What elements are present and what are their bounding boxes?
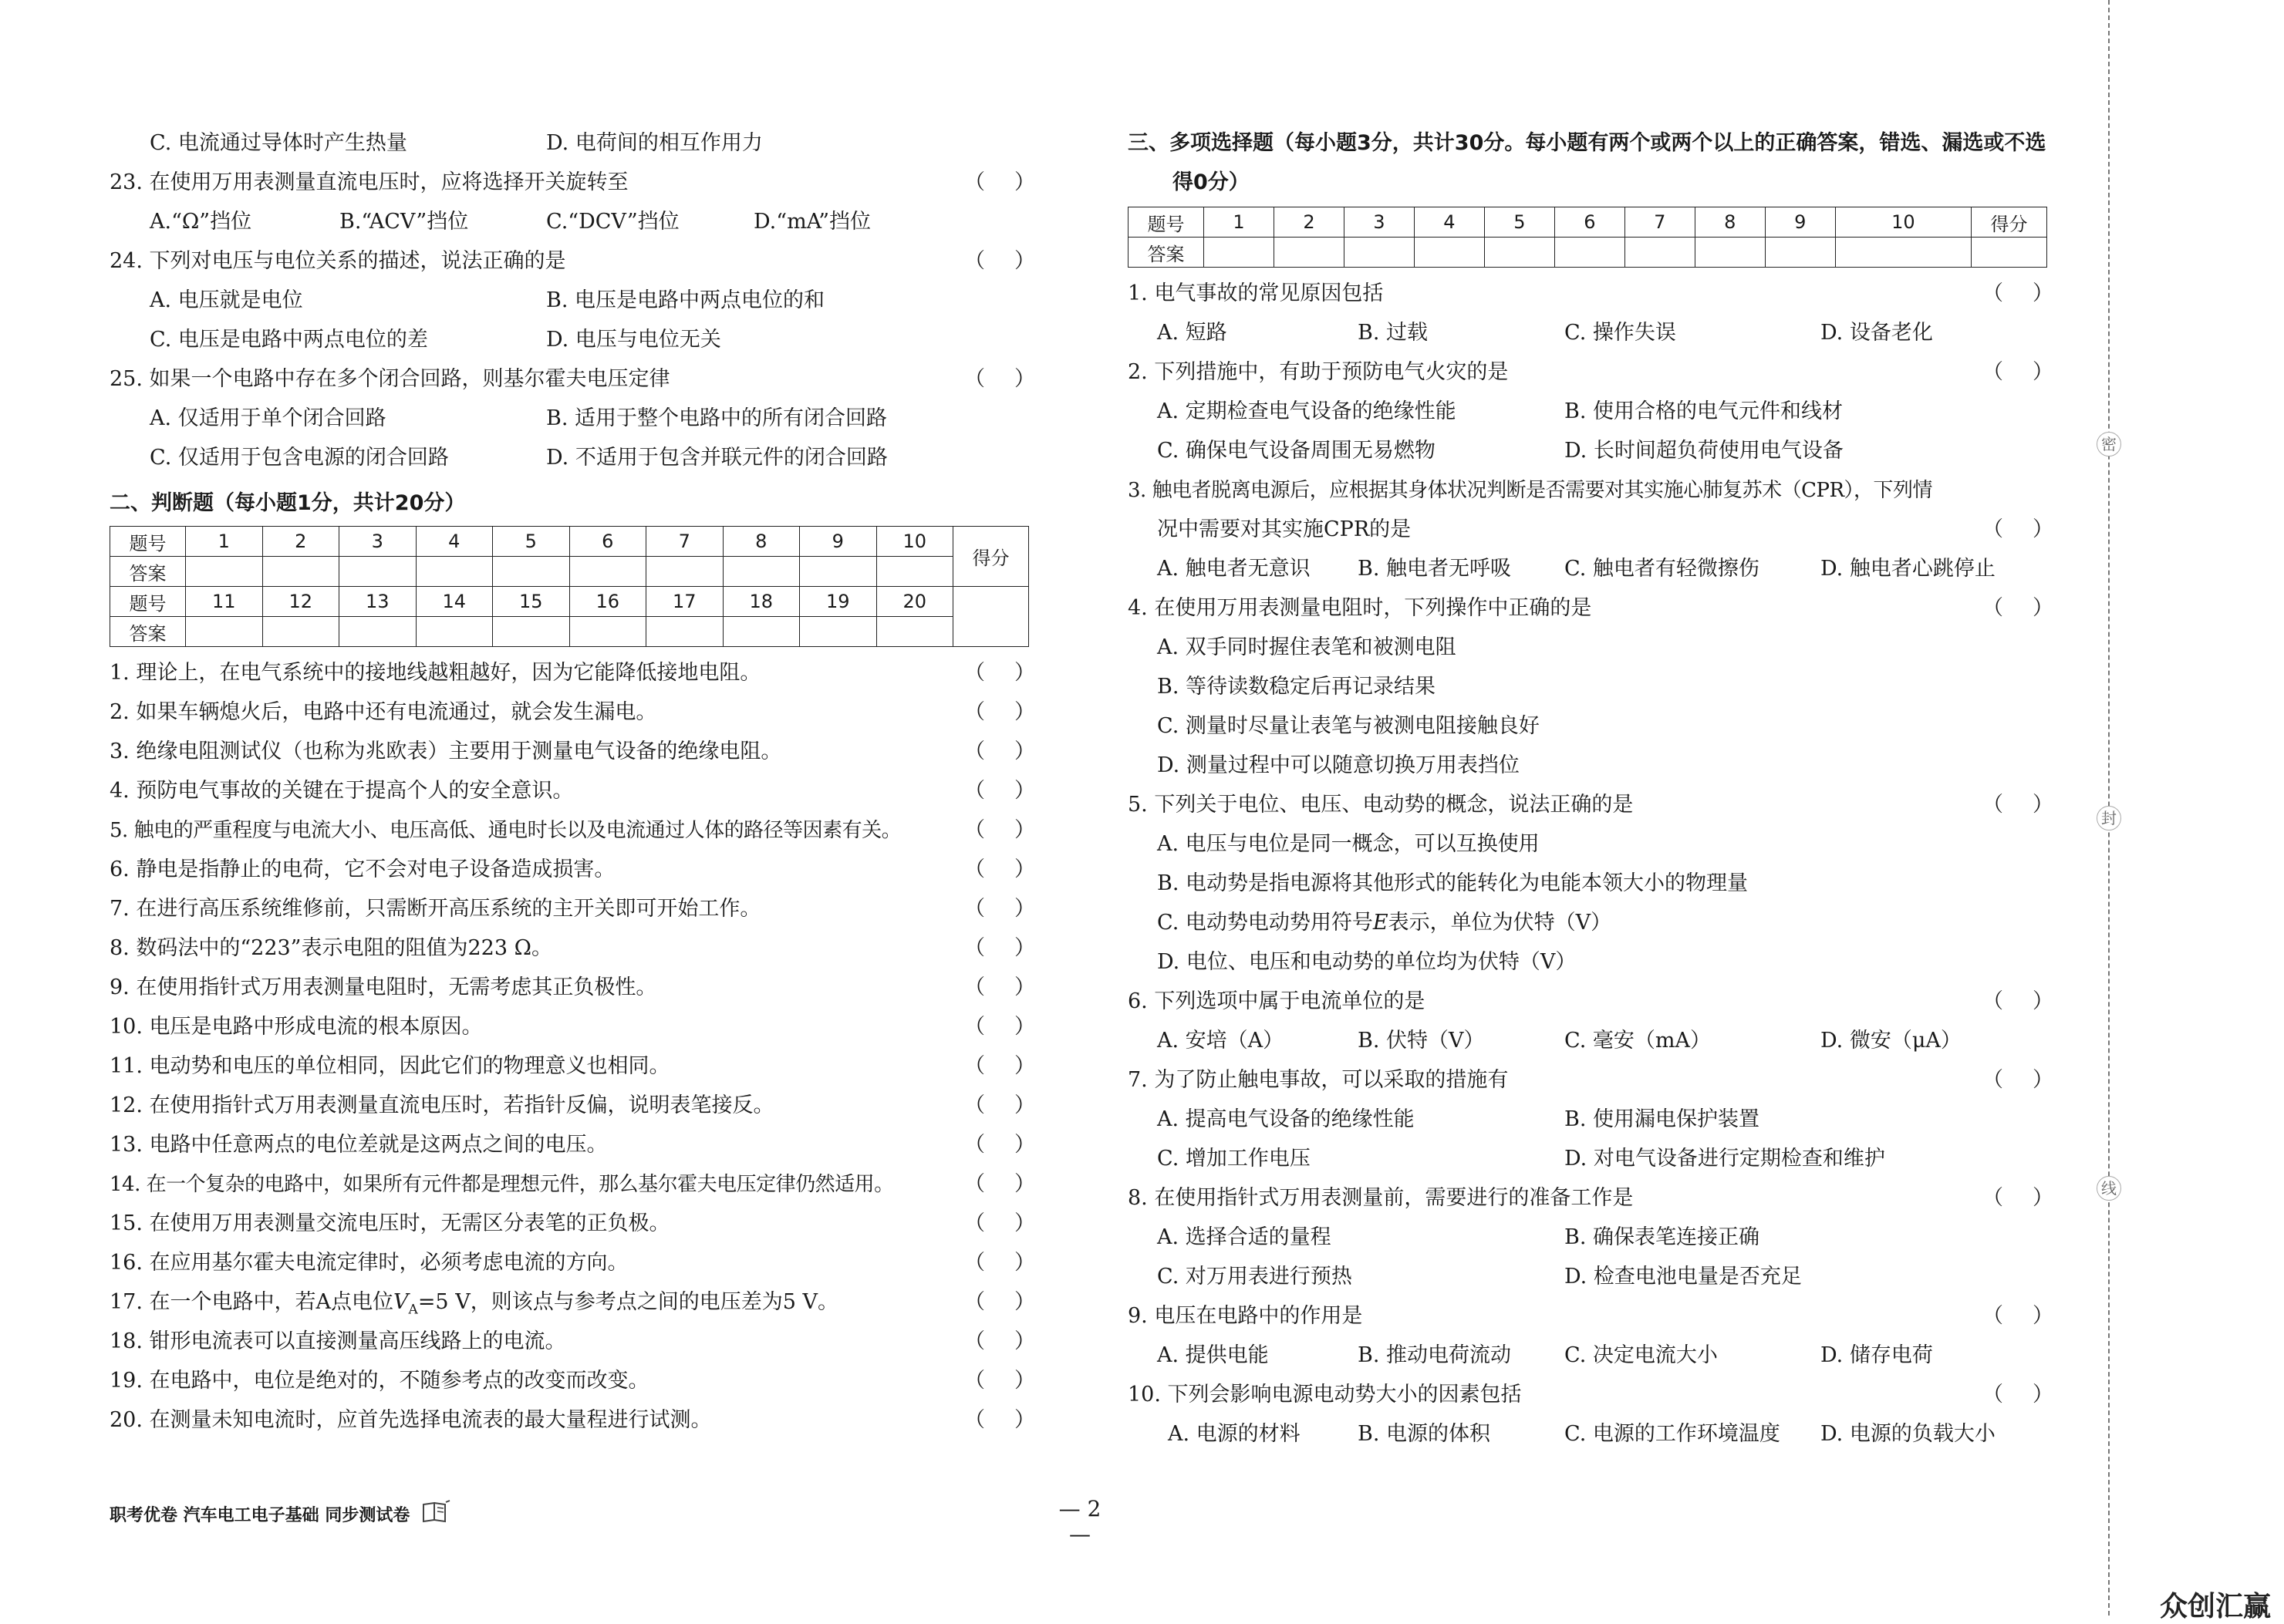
- option: B. 电压是电路中两点电位的和: [546, 288, 825, 312]
- left-column: [110, 123, 1035, 1440]
- option: C. 毫安（mA）: [1564, 1029, 1711, 1053]
- tf-question: 18. 钳形电流表可以直接测量高压线路上的电流。 （ ）: [110, 1322, 1035, 1361]
- option: D.“mA”挡位: [754, 210, 872, 234]
- answer-cell[interactable]: [1414, 238, 1484, 268]
- answer-blank[interactable]: （ ）: [964, 1290, 1035, 1314]
- answer-cell[interactable]: [1695, 238, 1765, 268]
- tf-question: 10. 电压是电路中形成电流的根本原因。 （ ）: [110, 1007, 1035, 1046]
- table-cell: 2: [262, 527, 339, 557]
- answer-blank[interactable]: （ ）: [964, 1054, 1035, 1078]
- q10-options: [1128, 1414, 2053, 1454]
- tf-question: 5. 触电的严重程度与电流大小、电压高低、通电时长以及电流通过人体的路径等因素有关。 （ ）: [110, 810, 1035, 850]
- table-cell: 16: [569, 587, 646, 617]
- answer-cell[interactable]: [800, 617, 877, 647]
- score-label: 得分: [1972, 207, 2047, 238]
- answer-blank[interactable]: （ ）: [964, 936, 1035, 960]
- option: A. 提供电能: [1157, 1343, 1269, 1367]
- q8-options: [1128, 1218, 2053, 1257]
- table-cell: 10: [1835, 207, 1971, 238]
- tf-question: 11. 电动势和电压的单位相同，因此它们的物理意义也相同。 （ ）: [110, 1046, 1035, 1086]
- q24-options: [110, 281, 1035, 320]
- answer-cell[interactable]: [339, 557, 417, 587]
- math-variable: V: [393, 1290, 409, 1314]
- option: C. 确保电气设备周围无易燃物: [1157, 439, 1436, 463]
- answer-blank[interactable]: （ ）: [1982, 517, 2053, 541]
- answer-blank[interactable]: （ ）: [1982, 281, 2053, 305]
- option: A. 双手同时握住表笔和被测电阻: [1157, 635, 1456, 659]
- option: C. 仅适用于包含电源的闭合回路: [150, 446, 449, 470]
- tf-question: 1. 理论上，在电气系统中的接地线越粗越好，因为它能降低接地电阻。 （ ）: [110, 653, 1035, 692]
- q24-options: [110, 320, 1035, 359]
- answer-cell[interactable]: [493, 557, 570, 587]
- q5-options: [1128, 942, 2053, 982]
- answer-cell[interactable]: [1274, 238, 1344, 268]
- q8-options: [1128, 1257, 2053, 1296]
- answer-cell[interactable]: [416, 617, 493, 647]
- answer-cell[interactable]: [493, 617, 570, 647]
- option: D. 长时间超负荷使用电气设备: [1564, 439, 1844, 463]
- table-cell: 6: [569, 527, 646, 557]
- q4-options: [1128, 706, 2053, 746]
- row-label: 题号: [110, 527, 186, 557]
- tf-question: 16. 在应用基尔霍夫电流定律时，必须考虑电流的方向。 （ ）: [110, 1243, 1035, 1282]
- option: B. 触电者无呼吸: [1358, 557, 1512, 581]
- answer-cell[interactable]: [339, 617, 417, 647]
- option: C. 电压是电路中两点电位的差: [150, 328, 428, 352]
- book-icon: [420, 1500, 451, 1528]
- footer: [110, 1500, 451, 1528]
- seal-mark: 封: [2097, 806, 2121, 831]
- row-label: 答案: [110, 557, 186, 587]
- option: D. 设备老化: [1820, 321, 1933, 345]
- option: A. 电压就是电位: [150, 288, 303, 312]
- question-stem: 4. 在使用万用表测量电阻时，下列操作中正确的是 （ ）: [1128, 588, 2053, 628]
- answer-blank[interactable]: （ ）: [964, 1251, 1035, 1275]
- table-cell: 7: [646, 527, 724, 557]
- table-cell: 4: [416, 527, 493, 557]
- tf-question: 6. 静电是指静止的电荷，它不会对电子设备造成损害。 （ ）: [110, 850, 1035, 889]
- q2-options: [1128, 431, 2053, 470]
- table-cell: 15: [493, 587, 570, 617]
- option: B. 推动电荷流动: [1358, 1343, 1512, 1367]
- score-cell[interactable]: [953, 587, 1029, 647]
- tf-question: 4. 预防电气事故的关键在于提高个人的安全意识。 （ ）: [110, 771, 1035, 810]
- answer-cell[interactable]: [1344, 238, 1414, 268]
- q4-options: [1128, 667, 2053, 706]
- section-title: 二、判断题（每小题1分，共计20分）: [110, 491, 466, 515]
- answer-cell[interactable]: [1835, 238, 1971, 268]
- option: C. 对万用表进行预热: [1157, 1265, 1352, 1289]
- answer-cell[interactable]: [800, 557, 877, 587]
- question-stem: 24. 下列对电压与电位关系的描述，说法正确的是 （ ）: [110, 241, 1035, 281]
- option: B. 伏特（V）: [1358, 1029, 1485, 1053]
- table-cell: 20: [876, 587, 953, 617]
- answer-blank[interactable]: （ ）: [964, 975, 1035, 999]
- answer-blank[interactable]: （ ）: [964, 779, 1035, 803]
- answer-cell[interactable]: [262, 557, 339, 587]
- answer-cell[interactable]: [1624, 238, 1695, 268]
- q1-options: [1128, 313, 2053, 352]
- question-stem: 1. 电气事故的常见原因包括 （ ）: [1128, 274, 2053, 313]
- table-cell: 5: [1484, 207, 1554, 238]
- answer-cell[interactable]: [1204, 238, 1274, 268]
- tf-question: 17. 在一个电路中，若A点电位$V_A=5$ V，则该点与参考点之间的电压差为5 V。 （ ）: [110, 1282, 1035, 1322]
- option: A. 提高电气设备的绝缘性能: [1157, 1107, 1415, 1131]
- answer-blank[interactable]: （ ）: [964, 700, 1035, 724]
- question-stem: 况中需要对其实施CPR的是 （ ）: [1128, 510, 2053, 549]
- answer-blank[interactable]: （ ）: [964, 1369, 1035, 1393]
- answer-blank[interactable]: （ ）: [964, 1408, 1035, 1432]
- answer-blank[interactable]: （ ）: [964, 818, 1035, 842]
- table-cell: 9: [1765, 207, 1835, 238]
- option: C. 操作失误: [1564, 321, 1676, 345]
- option: C. 决定电流大小: [1564, 1343, 1718, 1367]
- option: A. 选择合适的量程: [1157, 1225, 1331, 1249]
- option: A. 安培（A）: [1157, 1029, 1284, 1053]
- seal-mark: 线: [2097, 1176, 2121, 1201]
- option: B. 确保表笔连接正确: [1564, 1225, 1760, 1249]
- table-cell: 3: [339, 527, 417, 557]
- table-cell: 7: [1624, 207, 1695, 238]
- brand-watermark: 众创汇赢: [2160, 1591, 2272, 1622]
- table-cell: 17: [646, 587, 724, 617]
- q22-options: [110, 123, 1035, 163]
- option: D. 电源的负载大小: [1820, 1422, 1996, 1446]
- tf-answer-table: [110, 526, 1029, 647]
- option: B. 使用合格的电气元件和线材: [1564, 399, 1844, 423]
- tf-question: 12. 在使用指针式万用表测量直流电压时，若指针反偏，说明表笔接反。 （ ）: [110, 1086, 1035, 1125]
- option: A. 仅适用于单个闭合回路: [150, 406, 386, 430]
- mc-answer-table: [1128, 207, 2047, 268]
- tf-question: 9. 在使用指针式万用表测量电阻时，无需考虑其正负极性。 （ ）: [110, 968, 1035, 1007]
- score-label: 得分: [953, 527, 1029, 587]
- option: B. 等待读数稳定后再记录结果: [1157, 675, 1436, 699]
- option: A. 触电者无意识: [1157, 557, 1311, 581]
- table-cell: 1: [186, 527, 263, 557]
- answer-blank[interactable]: （ ）: [964, 1172, 1035, 1196]
- question-stem: 7. 为了防止触电事故，可以采取的措施有 （ ）: [1128, 1060, 2053, 1100]
- answer-blank[interactable]: （ ）: [964, 1093, 1035, 1117]
- q6-options: [1128, 1021, 2053, 1060]
- question-stem: 25. 如果一个电路中存在多个闭合回路，则基尔霍夫电压定律 （ ）: [110, 359, 1035, 399]
- answer-cell[interactable]: [646, 557, 724, 587]
- option: C. 触电者有轻微擦伤: [1564, 557, 1759, 581]
- question-stem: 23. 在使用万用表测量直流电压时，应将选择开关旋转至 （ ）: [110, 163, 1035, 202]
- option: D. 电位、电压和电动势的单位均为伏特（V）: [1157, 950, 1577, 974]
- option: C. 测量时尽量让表笔与被测电阻接触良好: [1157, 714, 1540, 738]
- footer-title: 职考优卷 汽车电工电子基础 同步测试卷: [110, 1505, 410, 1525]
- option: C. 电流通过导体时产生热量: [150, 131, 407, 155]
- table-cell: 8: [1695, 207, 1765, 238]
- table-cell: 3: [1344, 207, 1414, 238]
- table-cell: 9: [800, 527, 877, 557]
- math-variable: E: [1372, 911, 1388, 935]
- table-cell: 10: [876, 527, 953, 557]
- option: D. 对电气设备进行定期检查和维护: [1564, 1147, 1885, 1171]
- answer-blank[interactable]: （ ）: [1982, 360, 2053, 384]
- option: B.“ACV”挡位: [339, 210, 469, 234]
- answer-cell[interactable]: [876, 617, 953, 647]
- q7-options: [1128, 1100, 2053, 1139]
- option: C. 电动势电动势用符号E表示，单位为伏特（V）: [1157, 911, 1612, 935]
- answer-cell[interactable]: [1484, 238, 1554, 268]
- answer-blank[interactable]: （ ）: [1982, 1068, 2053, 1092]
- answer-blank[interactable]: （ ）: [1982, 596, 2053, 620]
- tf-question-list: [110, 653, 1035, 1440]
- answer-blank[interactable]: （ ）: [1982, 1383, 2053, 1407]
- answer-cell[interactable]: [876, 557, 953, 587]
- page-number: — 2 —: [1058, 1496, 1102, 1547]
- q5-options: [1128, 824, 2053, 864]
- option: A. 定期检查电气设备的绝缘性能: [1157, 399, 1456, 423]
- table-cell: 12: [262, 587, 339, 617]
- question-stem: 10. 下列会影响电源电动势大小的因素包括 （ ）: [1128, 1375, 2053, 1414]
- option: D. 检查电池电量是否充足: [1564, 1265, 1802, 1289]
- option: A. 电压与电位是同一概念，可以互换使用: [1157, 832, 1540, 856]
- q5-options: [1128, 864, 2053, 903]
- answer-blank[interactable]: （ ）: [1982, 989, 2053, 1013]
- tf-question: 20. 在测量未知电流时，应首先选择电流表的最大量程进行试测。 （ ）: [110, 1400, 1035, 1440]
- answer-blank[interactable]: （ ）: [964, 857, 1035, 881]
- row-label: 题号: [1129, 207, 1204, 238]
- row-label: 答案: [1129, 238, 1204, 268]
- tf-question: 7. 在进行高压系统维修前，只需断开高压系统的主开关即可开始工作。 （ ）: [110, 889, 1035, 928]
- score-cell[interactable]: [1972, 238, 2047, 268]
- option: B. 适用于整个电路中的所有闭合回路: [546, 406, 888, 430]
- table-cell: 13: [339, 587, 417, 617]
- answer-blank[interactable]: （ ）: [964, 897, 1035, 921]
- answer-blank[interactable]: （ ）: [964, 1015, 1035, 1039]
- option: B. 电源的体积: [1358, 1422, 1491, 1446]
- right-column: [1128, 123, 2053, 1454]
- option: D. 触电者心跳停止: [1820, 557, 1996, 581]
- table-cell: 18: [723, 587, 800, 617]
- seal-mark: 密: [2097, 432, 2121, 457]
- answer-cell[interactable]: [646, 617, 724, 647]
- question-stem: 8. 在使用指针式万用表测量前，需要进行的准备工作是 （ ）: [1128, 1178, 2053, 1218]
- answer-blank[interactable]: （ ）: [1982, 793, 2053, 817]
- option: A. 电源的材料: [1168, 1422, 1301, 1446]
- option: C. 电源的工作环境温度: [1564, 1422, 1780, 1446]
- q4-options: [1128, 746, 2053, 785]
- table-cell: 5: [493, 527, 570, 557]
- answer-cell[interactable]: [723, 557, 800, 587]
- answer-cell[interactable]: [416, 557, 493, 587]
- q4-options: [1128, 628, 2053, 667]
- answer-cell[interactable]: [1554, 238, 1624, 268]
- q2-options: [1128, 392, 2053, 431]
- q25-options: [110, 438, 1035, 477]
- option: B. 电动势是指电源将其他形式的能转化为电能本领大小的物理量: [1157, 871, 1749, 895]
- answer-blank[interactable]: （ ）: [964, 1329, 1035, 1353]
- q23-options: [110, 202, 1035, 241]
- row-label: 题号: [110, 587, 186, 617]
- tf-question: 13. 电路中任意两点的电位差就是这两点之间的电压。 （ ）: [110, 1125, 1035, 1164]
- option: A.“Ω”挡位: [150, 210, 252, 234]
- answer-cell[interactable]: [262, 617, 339, 647]
- option: D. 电荷间的相互作用力: [546, 131, 763, 155]
- answer-cell[interactable]: [186, 617, 263, 647]
- question-stem: 5. 下列关于电位、电压、电动势的概念，说法正确的是 （ ）: [1128, 785, 2053, 824]
- table-cell: 8: [723, 527, 800, 557]
- table-cell: 19: [800, 587, 877, 617]
- table-cell: 1: [1204, 207, 1274, 238]
- option: C. 增加工作电压: [1157, 1147, 1311, 1171]
- answer-blank[interactable]: （ ）: [1982, 1304, 2053, 1328]
- q3-options: [1128, 549, 2053, 588]
- question-stem: 9. 电压在电路中的作用是 （ ）: [1128, 1296, 2053, 1336]
- q9-options: [1128, 1336, 2053, 1375]
- table-cell: 14: [416, 587, 493, 617]
- row-label: 答案: [110, 617, 186, 647]
- answer-blank[interactable]: （ ）: [1982, 1186, 2053, 1210]
- section-title: 三、多项选择题（每小题3分，共计30分。每小题有两个或两个以上的正确答案，错选、漏选或不选得0分）: [1128, 131, 2046, 194]
- answer-cell[interactable]: [186, 557, 263, 587]
- tf-question: 2. 如果车辆熄火后，电路中还有电流通过，就会发生漏电。 （ ）: [110, 692, 1035, 732]
- option: C.“DCV”挡位: [546, 210, 680, 234]
- q5-options: [1128, 903, 2053, 942]
- option: D. 微安（μA）: [1820, 1029, 1962, 1053]
- option: D. 不适用于包含并联元件的闭合回路: [546, 446, 888, 470]
- option: D. 电压与电位无关: [546, 328, 721, 352]
- table-cell: 6: [1554, 207, 1624, 238]
- q7-options: [1128, 1139, 2053, 1178]
- answer-blank[interactable]: （ ）: [964, 661, 1035, 685]
- tf-question: 19. 在电路中，电位是绝对的，不随参考点的改变而改变。 （ ）: [110, 1361, 1035, 1400]
- tf-question: 15. 在使用万用表测量交流电压时，无需区分表笔的正负极。 （ ）: [110, 1204, 1035, 1243]
- answer-blank[interactable]: （ ）: [964, 1211, 1035, 1235]
- answer-blank[interactable]: （ ）: [964, 1133, 1035, 1157]
- answer-cell[interactable]: [569, 557, 646, 587]
- math-subscript: A: [408, 1302, 418, 1318]
- answer-cell[interactable]: [569, 617, 646, 647]
- answer-blank[interactable]: （ ）: [964, 249, 1035, 273]
- answer-cell[interactable]: [1765, 238, 1835, 268]
- answer-blank[interactable]: （ ）: [964, 367, 1035, 391]
- option: D. 测量过程中可以随意切换万用表挡位: [1157, 753, 1520, 777]
- table-cell: 2: [1274, 207, 1344, 238]
- question-stem: 6. 下列选项中属于电流单位的是 （ ）: [1128, 982, 2053, 1021]
- tf-question: 8. 数码法中的“223”表示电阻的阻值为223 Ω。 （ ）: [110, 928, 1035, 968]
- tf-question: 3. 绝缘电阻测试仪（也称为兆欧表）主要用于测量电气设备的绝缘电阻。 （ ）: [110, 732, 1035, 771]
- table-cell: 4: [1414, 207, 1484, 238]
- option: D. 储存电荷: [1820, 1343, 1933, 1367]
- answer-blank[interactable]: （ ）: [964, 170, 1035, 194]
- option: A. 短路: [1157, 321, 1227, 345]
- option: B. 使用漏电保护装置: [1564, 1107, 1760, 1131]
- table-cell: 11: [186, 587, 263, 617]
- question-stem: 2. 下列措施中，有助于预防电气火灾的是 （ ）: [1128, 352, 2053, 392]
- question-stem: 3. 触电者脱离电源后，应根据其身体状况判断是否需要对其实施心肺复苏术（CPR），下列情: [1128, 479, 1933, 502]
- option: B. 过载: [1358, 321, 1429, 345]
- tf-question: 14. 在一个复杂的电路中，如果所有元件都是理想元件，那么基尔霍夫电压定律仍然适用。 （ ）: [110, 1164, 1035, 1204]
- answer-blank[interactable]: （ ）: [964, 740, 1035, 763]
- q25-options: [110, 399, 1035, 438]
- answer-cell[interactable]: [723, 617, 800, 647]
